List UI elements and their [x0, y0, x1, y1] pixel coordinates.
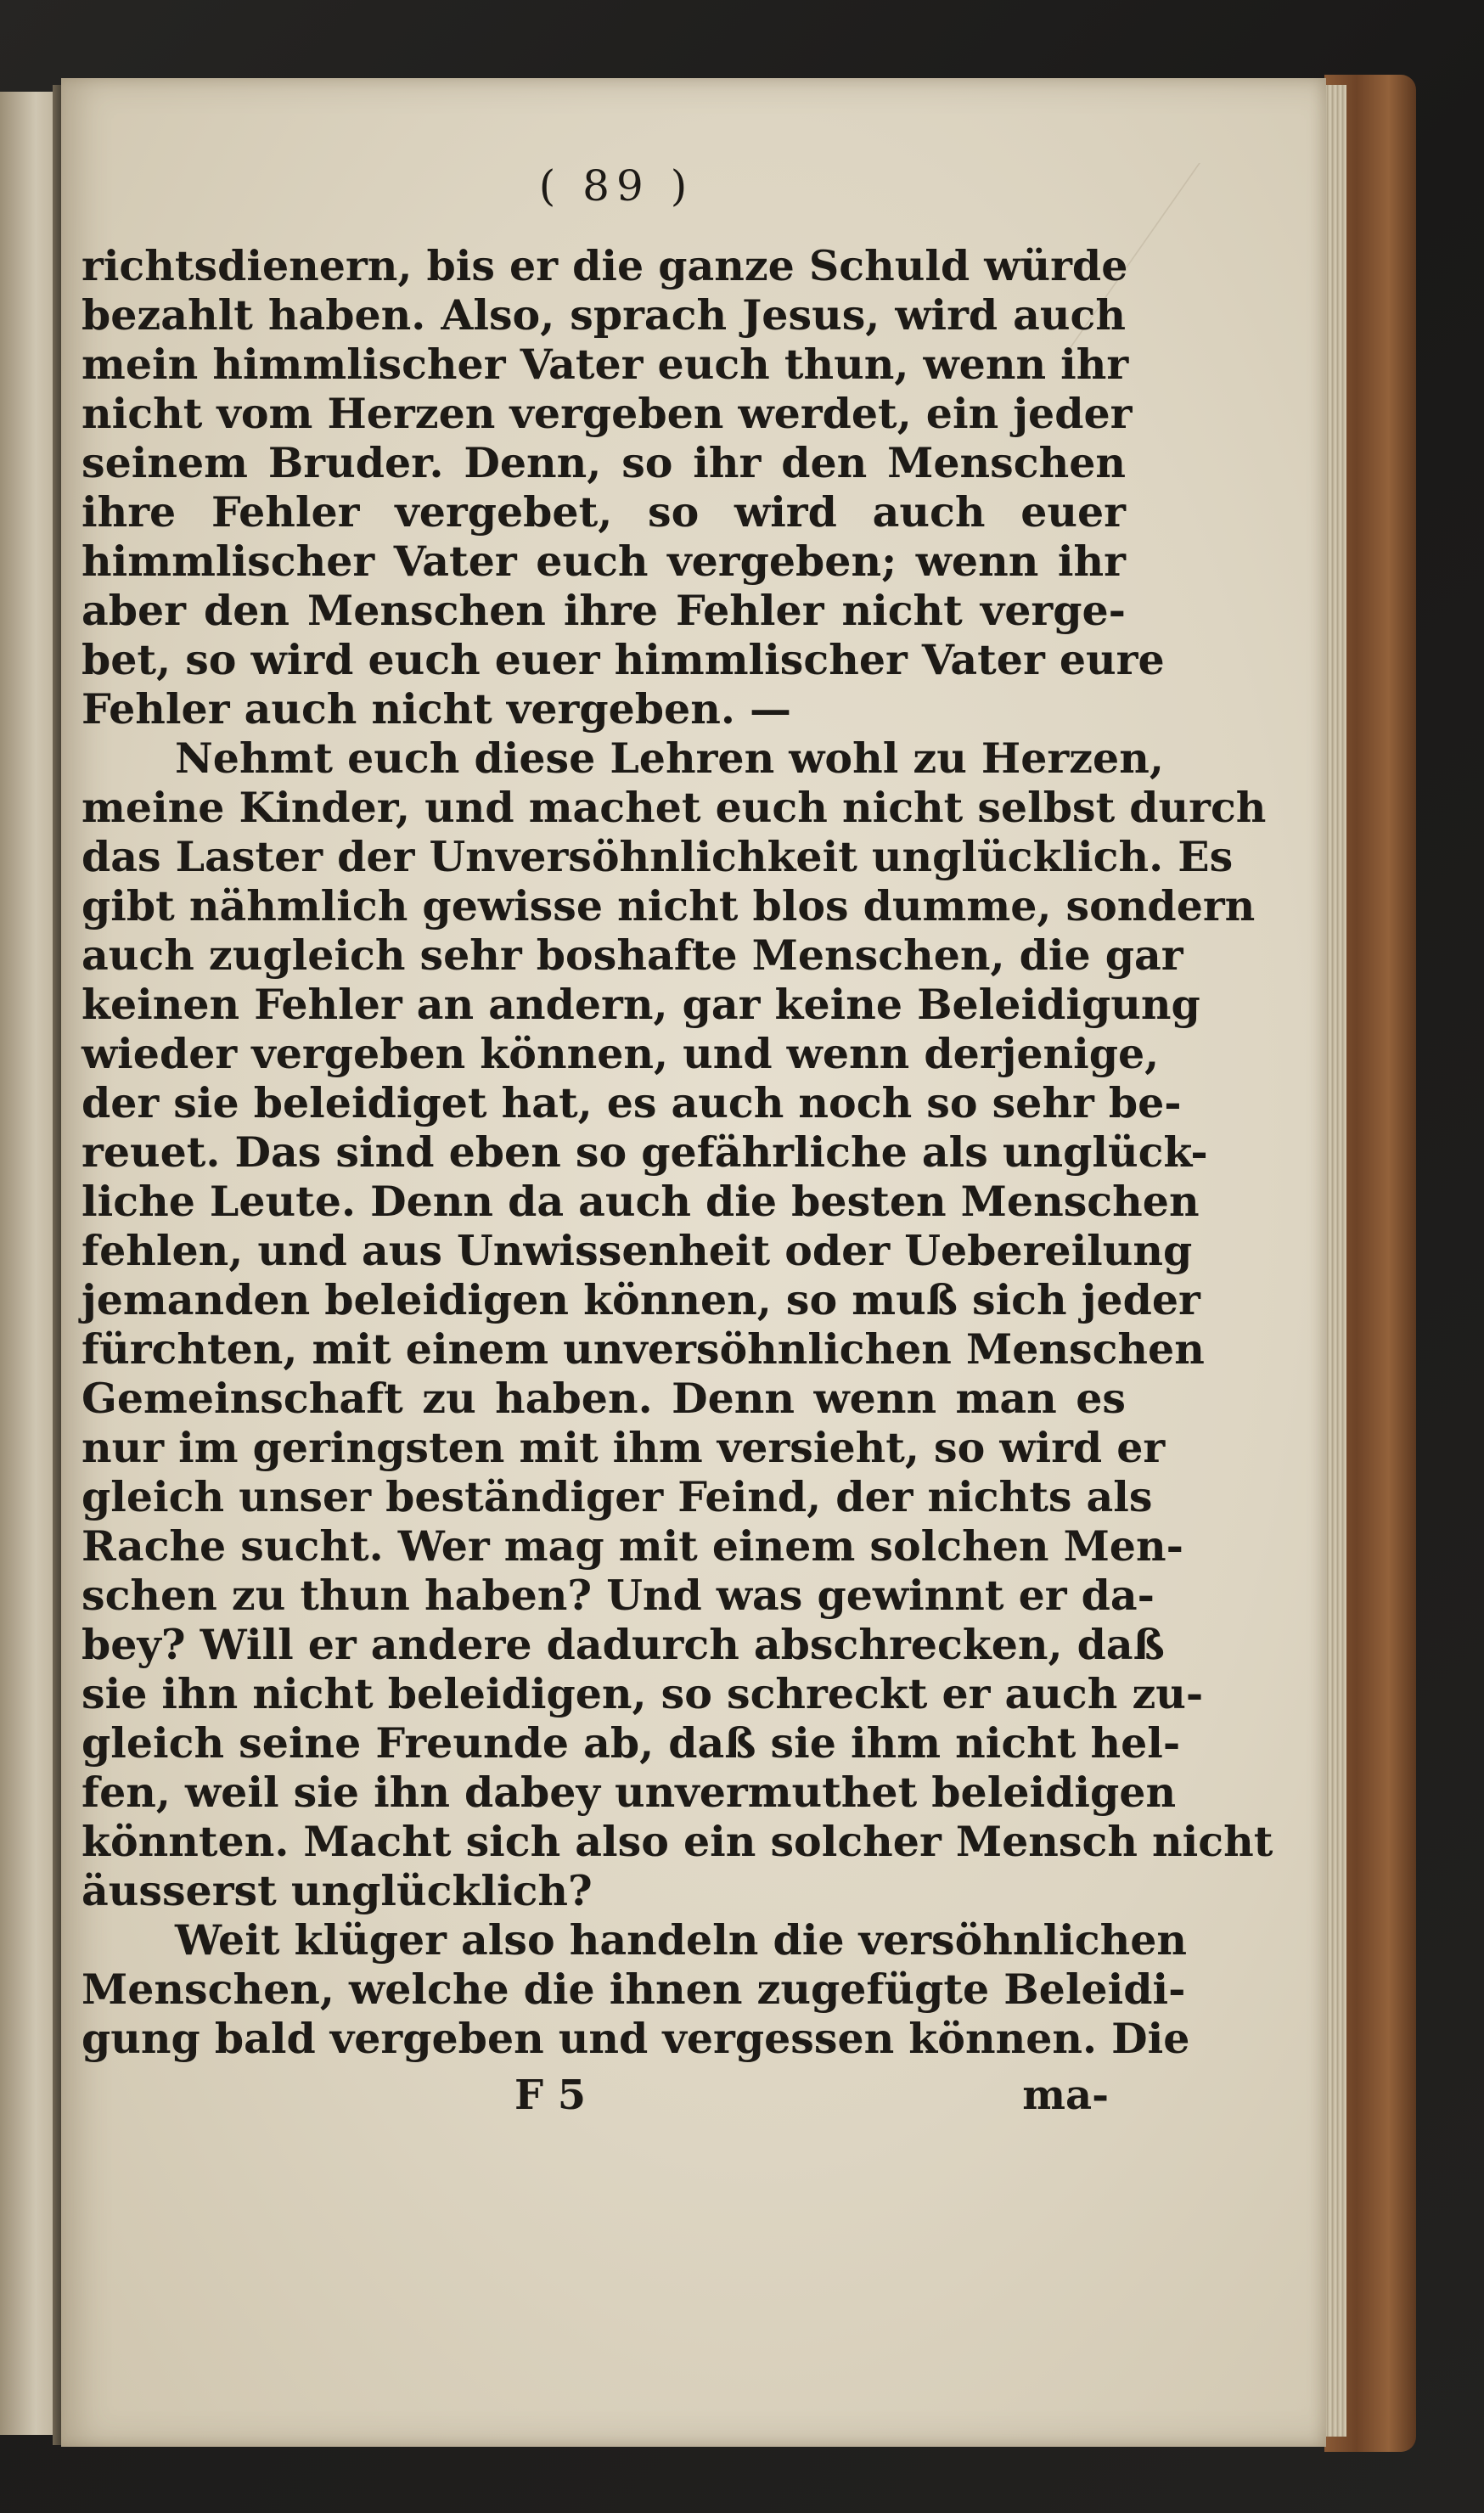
text-line: gung bald vergeben und vergessen können. Die: [82, 2014, 1190, 2063]
text-line: fehlen, und aus Unwissenheit oder Uebereilung: [82, 1226, 1193, 1275]
text-line: sie ihn nicht beleidigen, so schreckt er auch zu-: [82, 1669, 1204, 1718]
text-line: gleich unser beständiger Feind, der nichts als: [82, 1472, 1153, 1521]
catchword: ma-: [1022, 2072, 1109, 2119]
signature-mark: F 5: [514, 2072, 587, 2119]
text-line: jemanden beleidigen können, so muß sich jeder: [82, 1275, 1200, 1324]
text-line: Gemeinschaft zu haben. Denn wenn man es: [82, 1374, 1126, 1423]
text-line: fen, weil sie ihn dabey unvermuthet beleidigen: [82, 1768, 1177, 1817]
text-line: auch zugleich sehr boshafte Menschen, die gar: [82, 930, 1183, 980]
text-line: Fehler auch nicht vergeben. —: [82, 684, 791, 734]
page-text-block: [82, 161, 1273, 2128]
text-line: der sie beleidiget hat, es auch noch so sehr be-: [82, 1078, 1182, 1127]
text-line: Weit klüger also handeln die versöhnlichen: [175, 1915, 1188, 1965]
text-line: liche Leute. Denn da auch die besten Menschen: [82, 1177, 1200, 1226]
text-line: schen zu thun haben? Und was gewinnt er da-: [82, 1571, 1155, 1620]
page-footer: [82, 2068, 1126, 2128]
text-line: reuet. Das sind eben so gefährliche als unglück-: [82, 1127, 1208, 1177]
text-line: bet, so wird euch euer himmlischer Vater eure: [82, 635, 1165, 684]
text-line: keinen Fehler an andern, gar keine Beleidigung: [82, 980, 1200, 1029]
text-line: seinem Bruder. Denn, so ihr den Menschen: [82, 438, 1126, 487]
text-line: himmlischer Vater euch vergeben; wenn ihr: [82, 537, 1126, 586]
text-line: richtsdienern, bis er die ganze Schuld würde: [82, 241, 1128, 290]
text-line: mein himmlischer Vater euch thun, wenn ihr: [82, 340, 1129, 389]
text-line: meine Kinder, und machet euch nicht selbst durch: [82, 783, 1267, 832]
text-line: aber den Menschen ihre Fehler nicht verge-: [82, 586, 1126, 635]
text-line: nur im geringsten mit ihm versieht, so wird er: [82, 1423, 1166, 1472]
text-line: fürchten, mit einem unversöhnlichen Menschen: [82, 1324, 1205, 1374]
text-line: nicht vom Herzen vergeben werdet, ein jeder: [82, 389, 1133, 438]
text-line: äusserst unglücklich?: [82, 1866, 593, 1915]
page-number: ( 89 ): [538, 161, 694, 211]
text-line: bezahlt haben. Also, sprach Jesus, wird auch: [82, 290, 1126, 340]
facing-page-edge: [0, 92, 59, 2435]
text-line: Nehmt euch diese Lehren wohl zu Herzen,: [175, 734, 1164, 783]
text-line: ihre Fehler vergebet, so wird auch euer: [82, 487, 1126, 537]
text-line: Rache sucht. Wer mag mit einem solchen Men-: [82, 1521, 1183, 1571]
text-line: könnten. Macht sich also ein solcher Mensch nicht: [82, 1817, 1273, 1866]
text-line: gleich seine Freunde ab, daß sie ihm nicht hel-: [82, 1718, 1181, 1768]
text-line: Menschen, welche die ihnen zugefügte Beleidi-: [82, 1965, 1186, 2014]
text-line: gibt nähmlich gewisse nicht blos dumme, sondern: [82, 881, 1256, 930]
text-line: das Laster der Unversöhnlichkeit unglücklich. Es: [82, 832, 1234, 881]
text-line: wieder vergeben können, und wenn derjenige,: [82, 1029, 1160, 1078]
text-line: bey? Will er andere dadurch abschrecken, daß: [82, 1620, 1165, 1669]
